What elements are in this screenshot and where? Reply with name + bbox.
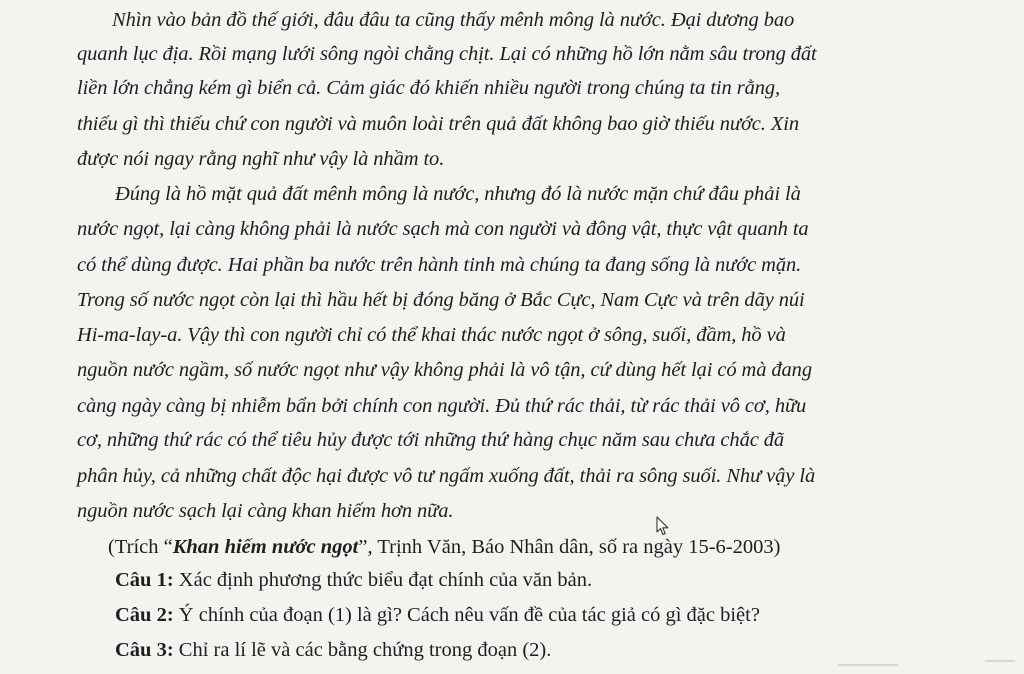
paragraph-2-line-4: Trong số nước ngọt còn lại thì hầu hết bị đóng băng ở Bắc Cực, Nam Cực và trên dãy núi [77, 289, 805, 311]
question-2 [115, 605, 760, 626]
paragraph-2-line-2: nước ngọt, lại càng không phải là nước sạch mà con người và đông vật, thực vật quanh ta [77, 218, 809, 240]
paragraph-1-line-2: quanh lục địa. Rồi mạng lưới sông ngòi chằng chịt. Lại có những hồ lớn nằm sâu trong đất [77, 43, 817, 65]
question-1-label: Câu 1: [115, 569, 174, 591]
paragraph-2-line-10: nguồn nước sạch lại càng khan hiếm hơn nữa. [77, 500, 454, 522]
paragraph-2-line-6: nguồn nước ngầm, số nước ngọt như vậy không phải là vô tận, cứ dùng hết lại có mà đang [77, 359, 812, 381]
source-title: Khan hiếm nước ngọt [172, 536, 359, 558]
paragraph-1-line-5: được nói ngay rằng nghĩ như vậy là nhầm to. [77, 148, 445, 170]
question-2-text: Ý chính của đoạn (1) là gì? Cách nêu vấn đề của tác giả có gì đặc biệt? [173, 604, 760, 626]
mouse-pointer-icon [656, 516, 670, 536]
paragraph-2-line-5: Hi-ma-lay-a. Vậy thì con người chỉ có thể khai thác nước ngọt ở sông, suối, đầm, hồ và [77, 324, 786, 346]
question-3 [115, 640, 551, 661]
question-1-text: Xác định phương thức biểu đạt chính của văn bản. [173, 569, 593, 591]
paragraph-2-line-1: Đúng là hồ mặt quả đất mênh mông là nước, nhưng đó là nước mặn chứ đâu phải là [115, 183, 801, 205]
paragraph-1-line-1: Nhìn vào bản đồ thế giới, đâu đâu ta cũng thấy mênh mông là nước. Đại dương bao [112, 9, 795, 31]
source-prefix: (Trích “ [108, 536, 173, 558]
scan-artifact [838, 664, 898, 666]
scan-artifact [985, 660, 1015, 662]
source-suffix: ”, Trịnh Văn, Báo Nhân dân, số ra ngày 15-6-2003) [358, 536, 781, 558]
paragraph-2-line-3: có thể dùng được. Hai phần ba nước trên hành tinh mà chúng ta đang sống là nước mặn. [77, 254, 802, 276]
paragraph-1-line-3: liền lớn chẳng kém gì biển cả. Cảm giác đó khiến nhiều người trong chúng ta tin rằng, [77, 77, 781, 99]
paragraph-2-line-8: cơ, những thứ rác có thể tiêu hủy được tới những thứ hàng chục năm sau chưa chắc đã [77, 429, 785, 451]
paragraph-2-line-7: càng ngày càng bị nhiễm bẩn bởi chính con người. Đủ thứ rác thải, từ rác thải vô cơ, hữu [77, 395, 807, 417]
paragraph-1-line-4: thiếu gì thì thiếu chứ con người và muôn loài trên quả đất không bao giờ thiếu nước. Xin [77, 113, 800, 135]
question-2-label: Câu 2: [115, 604, 174, 626]
question-1 [115, 570, 592, 591]
source-citation [108, 537, 780, 558]
question-3-label: Câu 3: [115, 639, 174, 661]
question-3-text: Chỉ ra lí lẽ và các bằng chứng trong đoạn (2). [173, 639, 552, 661]
paragraph-2-line-9: phân hủy, cả những chất độc hại được vô tư ngấm xuống đất, thải ra sông suối. Như vậy là [77, 465, 816, 487]
